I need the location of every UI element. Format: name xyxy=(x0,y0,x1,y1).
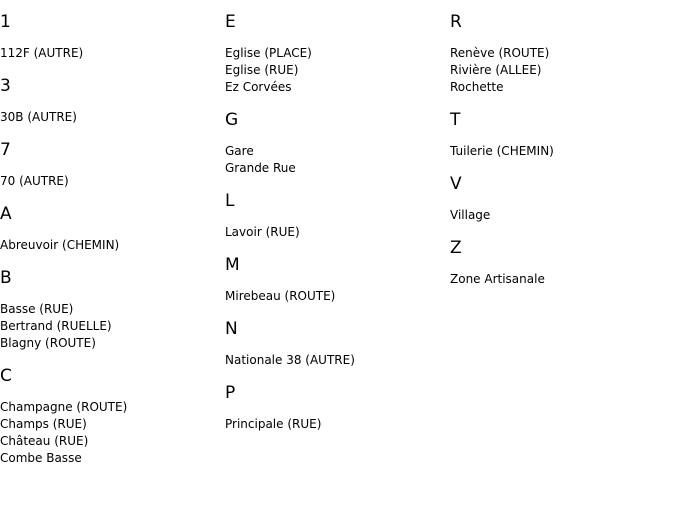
letter-group-b xyxy=(0,256,225,354)
letter-group-1 xyxy=(0,0,225,64)
letter-group-c xyxy=(0,354,225,467)
street-link[interactable]: Principale (RUE) xyxy=(225,417,322,431)
street-link[interactable]: 112F (AUTRE) xyxy=(0,46,84,60)
street-link[interactable]: Basse (RUE) xyxy=(0,302,74,316)
street-link[interactable]: Mirebeau (ROUTE) xyxy=(225,289,336,303)
letter-heading: 1 xyxy=(0,12,11,32)
street-link[interactable]: Lavoir (RUE) xyxy=(225,225,300,239)
letter-group-z xyxy=(450,226,675,288)
letter-heading: E xyxy=(225,12,236,32)
letter-group-m xyxy=(225,243,450,307)
street-link[interactable]: Nationale 38 (AUTRE) xyxy=(225,353,355,367)
letter-group-n xyxy=(225,307,450,371)
street-link[interactable]: Blagny (ROUTE) xyxy=(0,336,96,350)
street-link[interactable]: Eglise (RUE) xyxy=(225,63,299,77)
street-link[interactable]: Renève (ROUTE) xyxy=(450,46,550,60)
street-link[interactable]: Champs (RUE) xyxy=(0,417,87,431)
letter-group-t xyxy=(450,98,675,162)
street-link[interactable]: Ez Corvées xyxy=(225,80,292,94)
letter-heading: Z xyxy=(450,238,462,258)
letter-group-e xyxy=(225,0,450,98)
street-index-column-3 xyxy=(450,0,675,288)
street-link[interactable]: Rivière (ALLEE) xyxy=(450,63,542,77)
street-link[interactable]: Grande Rue xyxy=(225,161,296,175)
street-link[interactable]: Combe Basse xyxy=(0,451,82,465)
street-index-column-1 xyxy=(0,0,225,467)
letter-group-g xyxy=(225,98,450,179)
letter-group-3 xyxy=(0,64,225,128)
street-link[interactable]: Rochette xyxy=(450,80,504,94)
street-link[interactable]: Bertrand (RUELLE) xyxy=(0,319,112,333)
letter-heading: A xyxy=(0,204,12,224)
street-link[interactable]: Tuilerie (CHEMIN) xyxy=(450,144,554,158)
letter-group-v xyxy=(450,162,675,226)
letter-heading: 3 xyxy=(0,76,11,96)
letter-heading: V xyxy=(450,174,462,194)
letter-heading: L xyxy=(225,191,235,211)
letter-group-a xyxy=(0,192,225,256)
letter-group-r xyxy=(450,0,675,98)
street-link[interactable]: Zone Artisanale xyxy=(450,272,545,286)
letter-heading: C xyxy=(0,366,12,386)
street-link[interactable]: Château (RUE) xyxy=(0,434,89,448)
letter-group-l xyxy=(225,179,450,243)
street-link[interactable]: Eglise (PLACE) xyxy=(225,46,312,60)
letter-heading: G xyxy=(225,110,239,130)
street-link[interactable]: 70 (AUTRE) xyxy=(0,174,69,188)
letter-group-p xyxy=(225,371,450,433)
street-link[interactable]: Champagne (ROUTE) xyxy=(0,400,128,414)
letter-heading: N xyxy=(225,319,238,339)
street-link[interactable]: Gare xyxy=(225,144,254,158)
street-index-column-2 xyxy=(225,0,450,433)
letter-heading: P xyxy=(225,383,236,403)
street-link[interactable]: Abreuvoir (CHEMIN) xyxy=(0,238,120,252)
letter-group-7 xyxy=(0,128,225,192)
letter-heading: T xyxy=(450,110,461,130)
letter-heading: 7 xyxy=(0,140,11,160)
letter-heading: R xyxy=(450,12,462,32)
letter-heading: M xyxy=(225,255,240,275)
street-link[interactable]: Village xyxy=(450,208,491,222)
letter-heading: B xyxy=(0,268,12,288)
street-link[interactable]: 30B (AUTRE) xyxy=(0,110,77,124)
